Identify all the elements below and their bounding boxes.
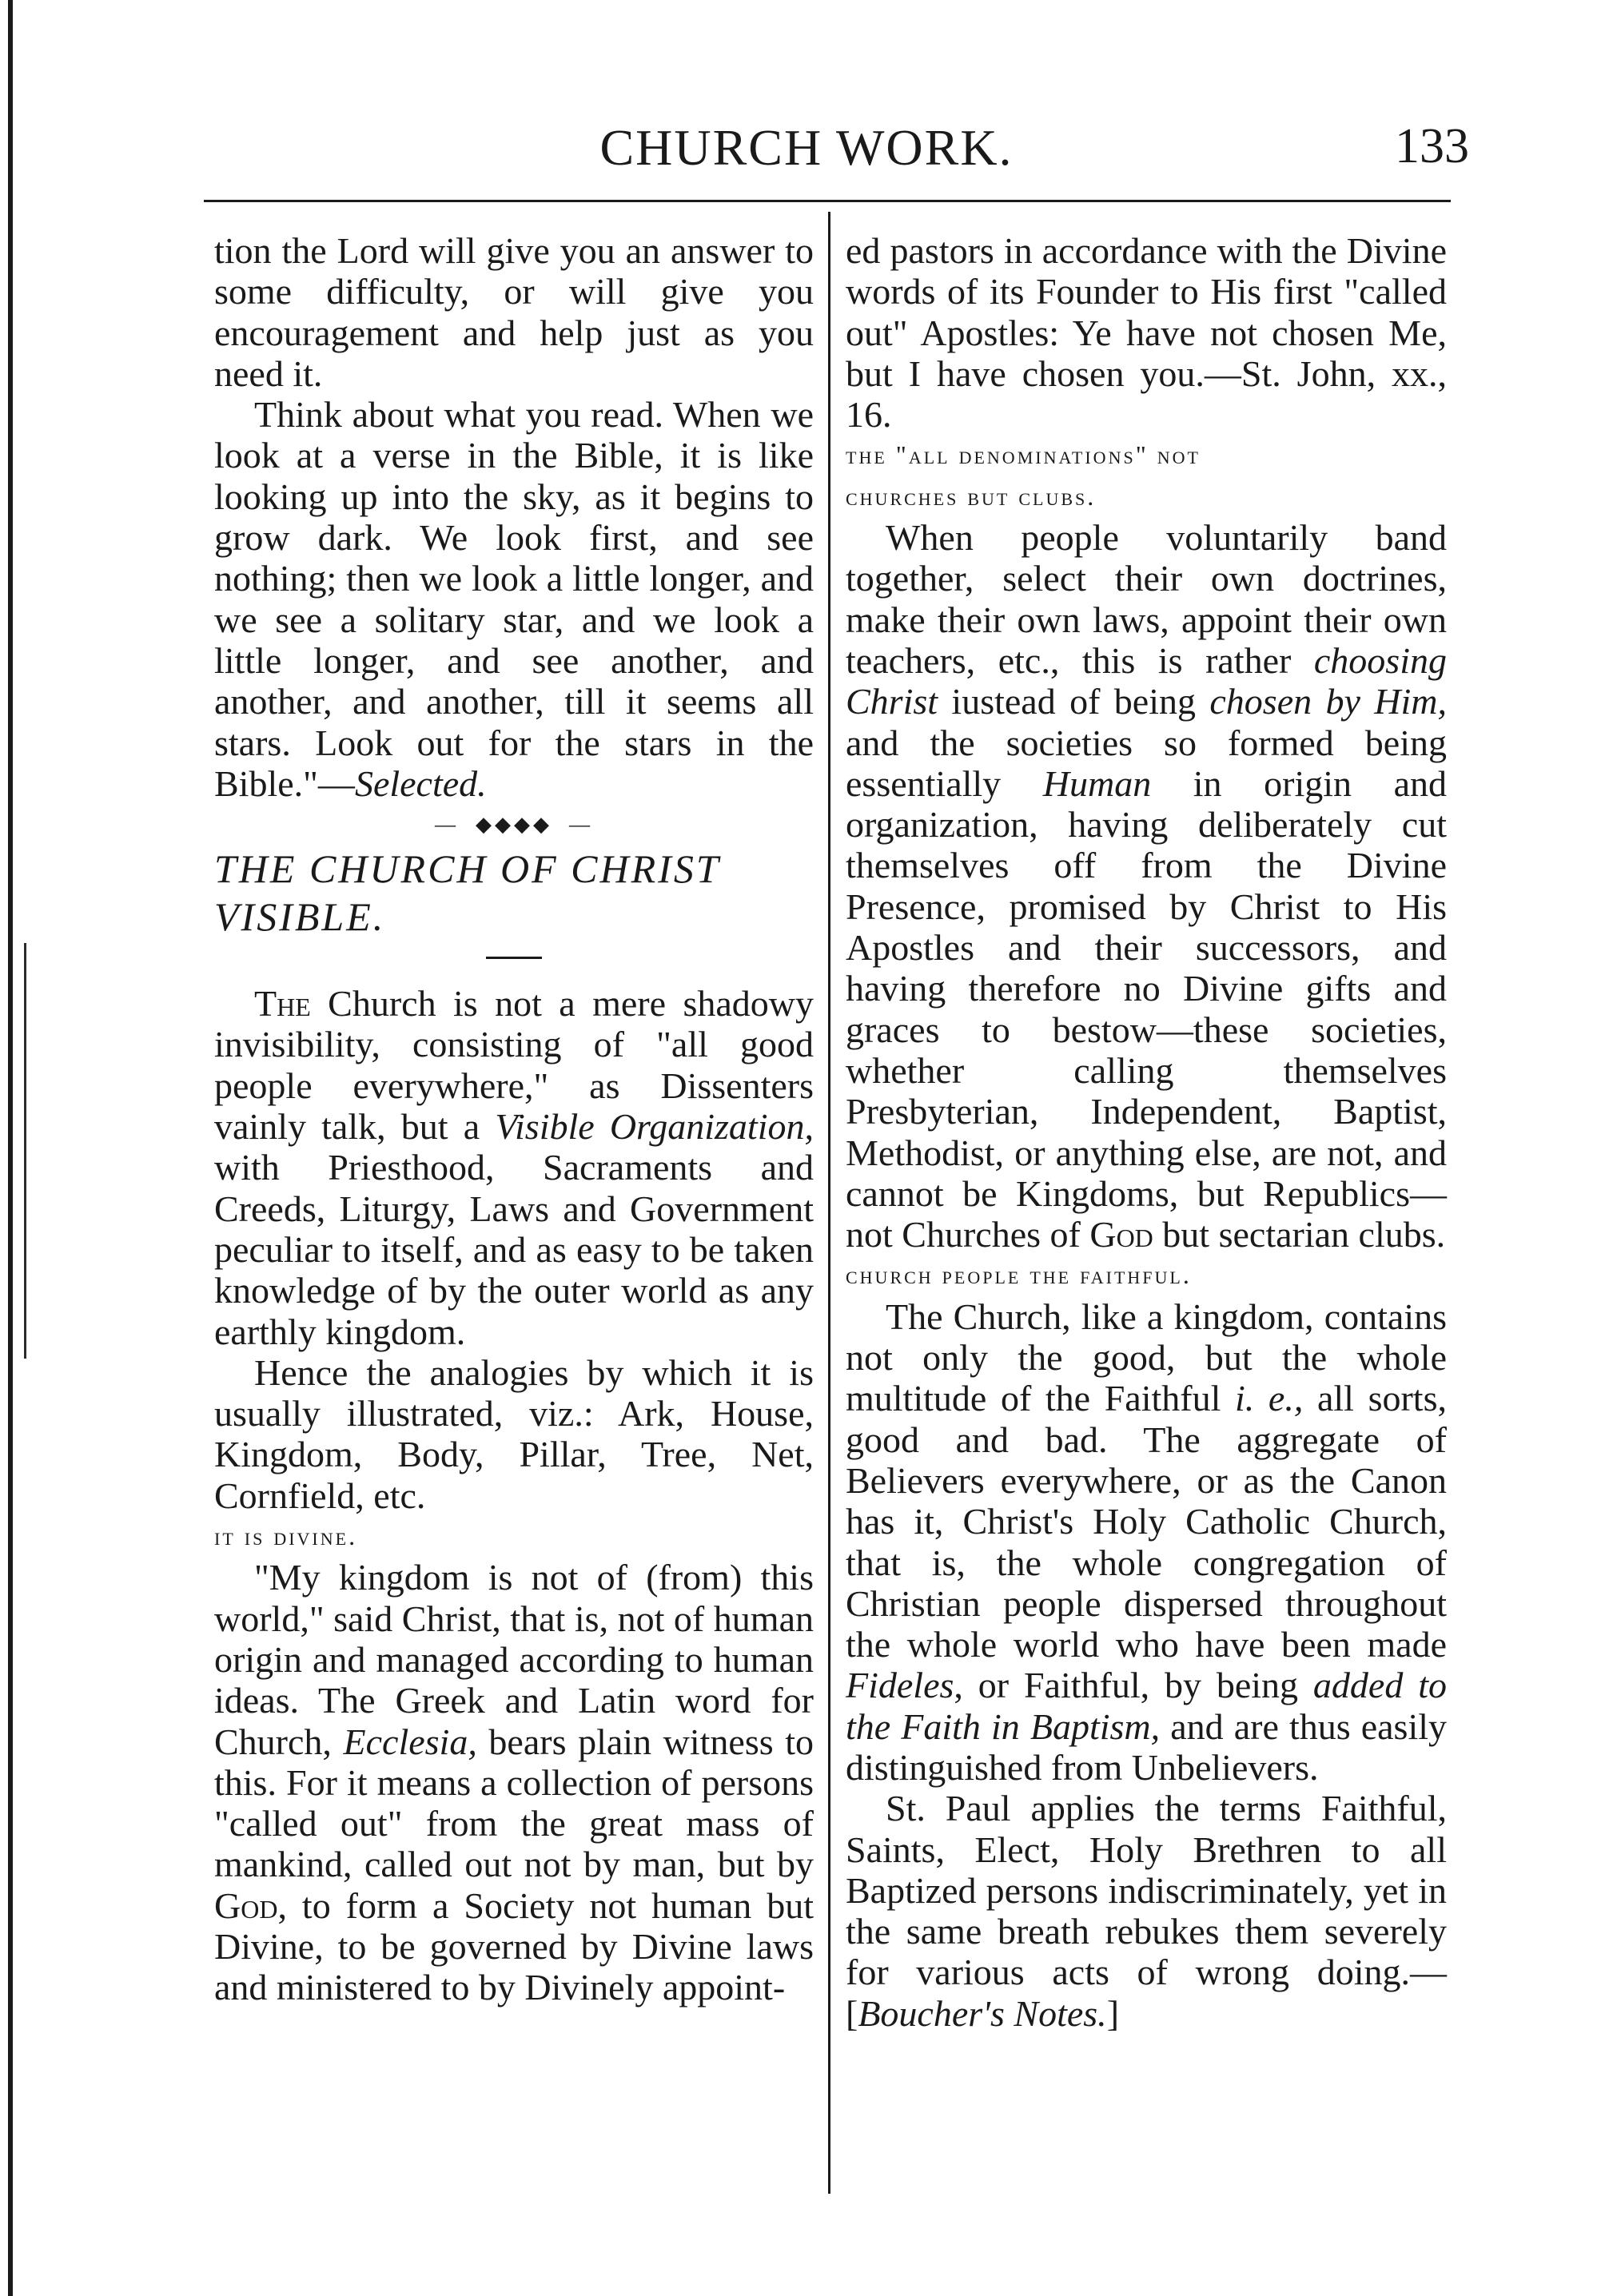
left-column — [214, 230, 814, 2008]
paragraph: tion the Lord will give you an answer to some difficulty, or will give you encouragement and help just as you need it. — [214, 230, 814, 394]
column-divider — [828, 212, 830, 2194]
paragraph: Hence the analogies by which it is usually illustrated, viz.: Ark, House, Kingdom, Body, Pillar, Tree, Net, Cornfield, etc. — [214, 1351, 814, 1516]
paragraph: St. Paul applies the terms Faithful, Saints, Elect, Holy Brethren to all Baptized persons indiscriminately, yet in the same breath rebukes them severely for various acts of wrong doing.—[Boucher's Notes.] — [846, 1788, 1447, 2034]
paragraph: Think about what you read. When we look at a verse in the Bible, it is like looking up into the sky, as it begins to grow dark. We look first, and see nothing; then we look a little longer, and we see a solitary star, and we look a little longer, and see another, and another, and another, till it seems all stars. Look out for the stars in the Bible."—Selected. — [214, 394, 814, 804]
page-binding-edge — [8, 0, 13, 2296]
running-header: CHURCH WORK. — [599, 119, 1014, 176]
paragraph: "My kingdom is not of (from) this world," said Christ, that is, not of human origin and managed according to human ideas. The Greek and Latin word for Church, Ecclesia, bears plain witness to this. For it means a collection of persons "called out" from the great mass of mankind, called out not by man, but by God, to form a Society not human but Divine, to be governed by Divine laws and ministered to by Divinely appoint- — [214, 1557, 814, 2008]
source-citation: Selected. — [354, 762, 487, 804]
section-heading: churches but clubs. — [846, 481, 1097, 511]
ornament-divider: — ◆◆◆◆ — — [435, 813, 593, 837]
paragraph: ed pastors in accordance with the Divine words of its Founder to His first "called out" Apostles: Ye have not chosen Me, but I have chosen you.—St. John, xx., 16. — [846, 230, 1447, 436]
page-number: 133 — [1395, 119, 1469, 173]
section-heading: it is divine. — [214, 1522, 358, 1551]
paragraph: The Church is not a mere shadowy invisibility, consisting of "all good people everywhere," as Dissenters vainly talk, but a Visible Organization, with Priesthood, Sacraments and Creeds, Liturgy, Laws and Government peculiar to itself, and as easy to be taken knowledge of by the outer world as any earthly kingdom. — [214, 983, 814, 1352]
page-binding-mark — [24, 943, 26, 1359]
header-rule — [204, 200, 1451, 202]
paragraph: When people voluntarily band together, select their own doctrines, make their own laws, appoint their own teachers, etc., this is rather choosing Christ iustead of being chosen by Him, and the societies so formed being essentially Human in origin and organization, having deliberately cut themselves off from the Divine Presence, promised by Christ to His Apostles and their successors, and having therefore no Divine gifts and graces to bestow—these societies, whether calling themselves Presbyterian, Independent, Baptist, Methodist, or anything else, are not, and cannot be Kingdoms, but Republics—not Churches of God but sectarian clubs. — [846, 517, 1448, 1255]
paragraph: The Church, like a kingdom, contains not only the good, but the whole multitude of the Faithful i. e., all sorts, good and bad. The aggregate of Believers everywhere, or as the Canon has it, Christ's Holy Catholic Church, that is, the whole congregation of Christian people dispersed throughout the whole world who have been made Fideles, or Faithful, by being added to the Faith in Baptism, and are thus easily distinguished from Unbelievers. — [846, 1295, 1448, 1788]
title-rule — [486, 957, 542, 959]
section-heading: the "all denominations" not — [846, 440, 1201, 470]
section-heading: church people the faithful. — [846, 1260, 1192, 1290]
article-title: THE CHURCH OF CHRIST VISIBLE. — [214, 846, 721, 940]
right-column — [846, 230, 1447, 2034]
